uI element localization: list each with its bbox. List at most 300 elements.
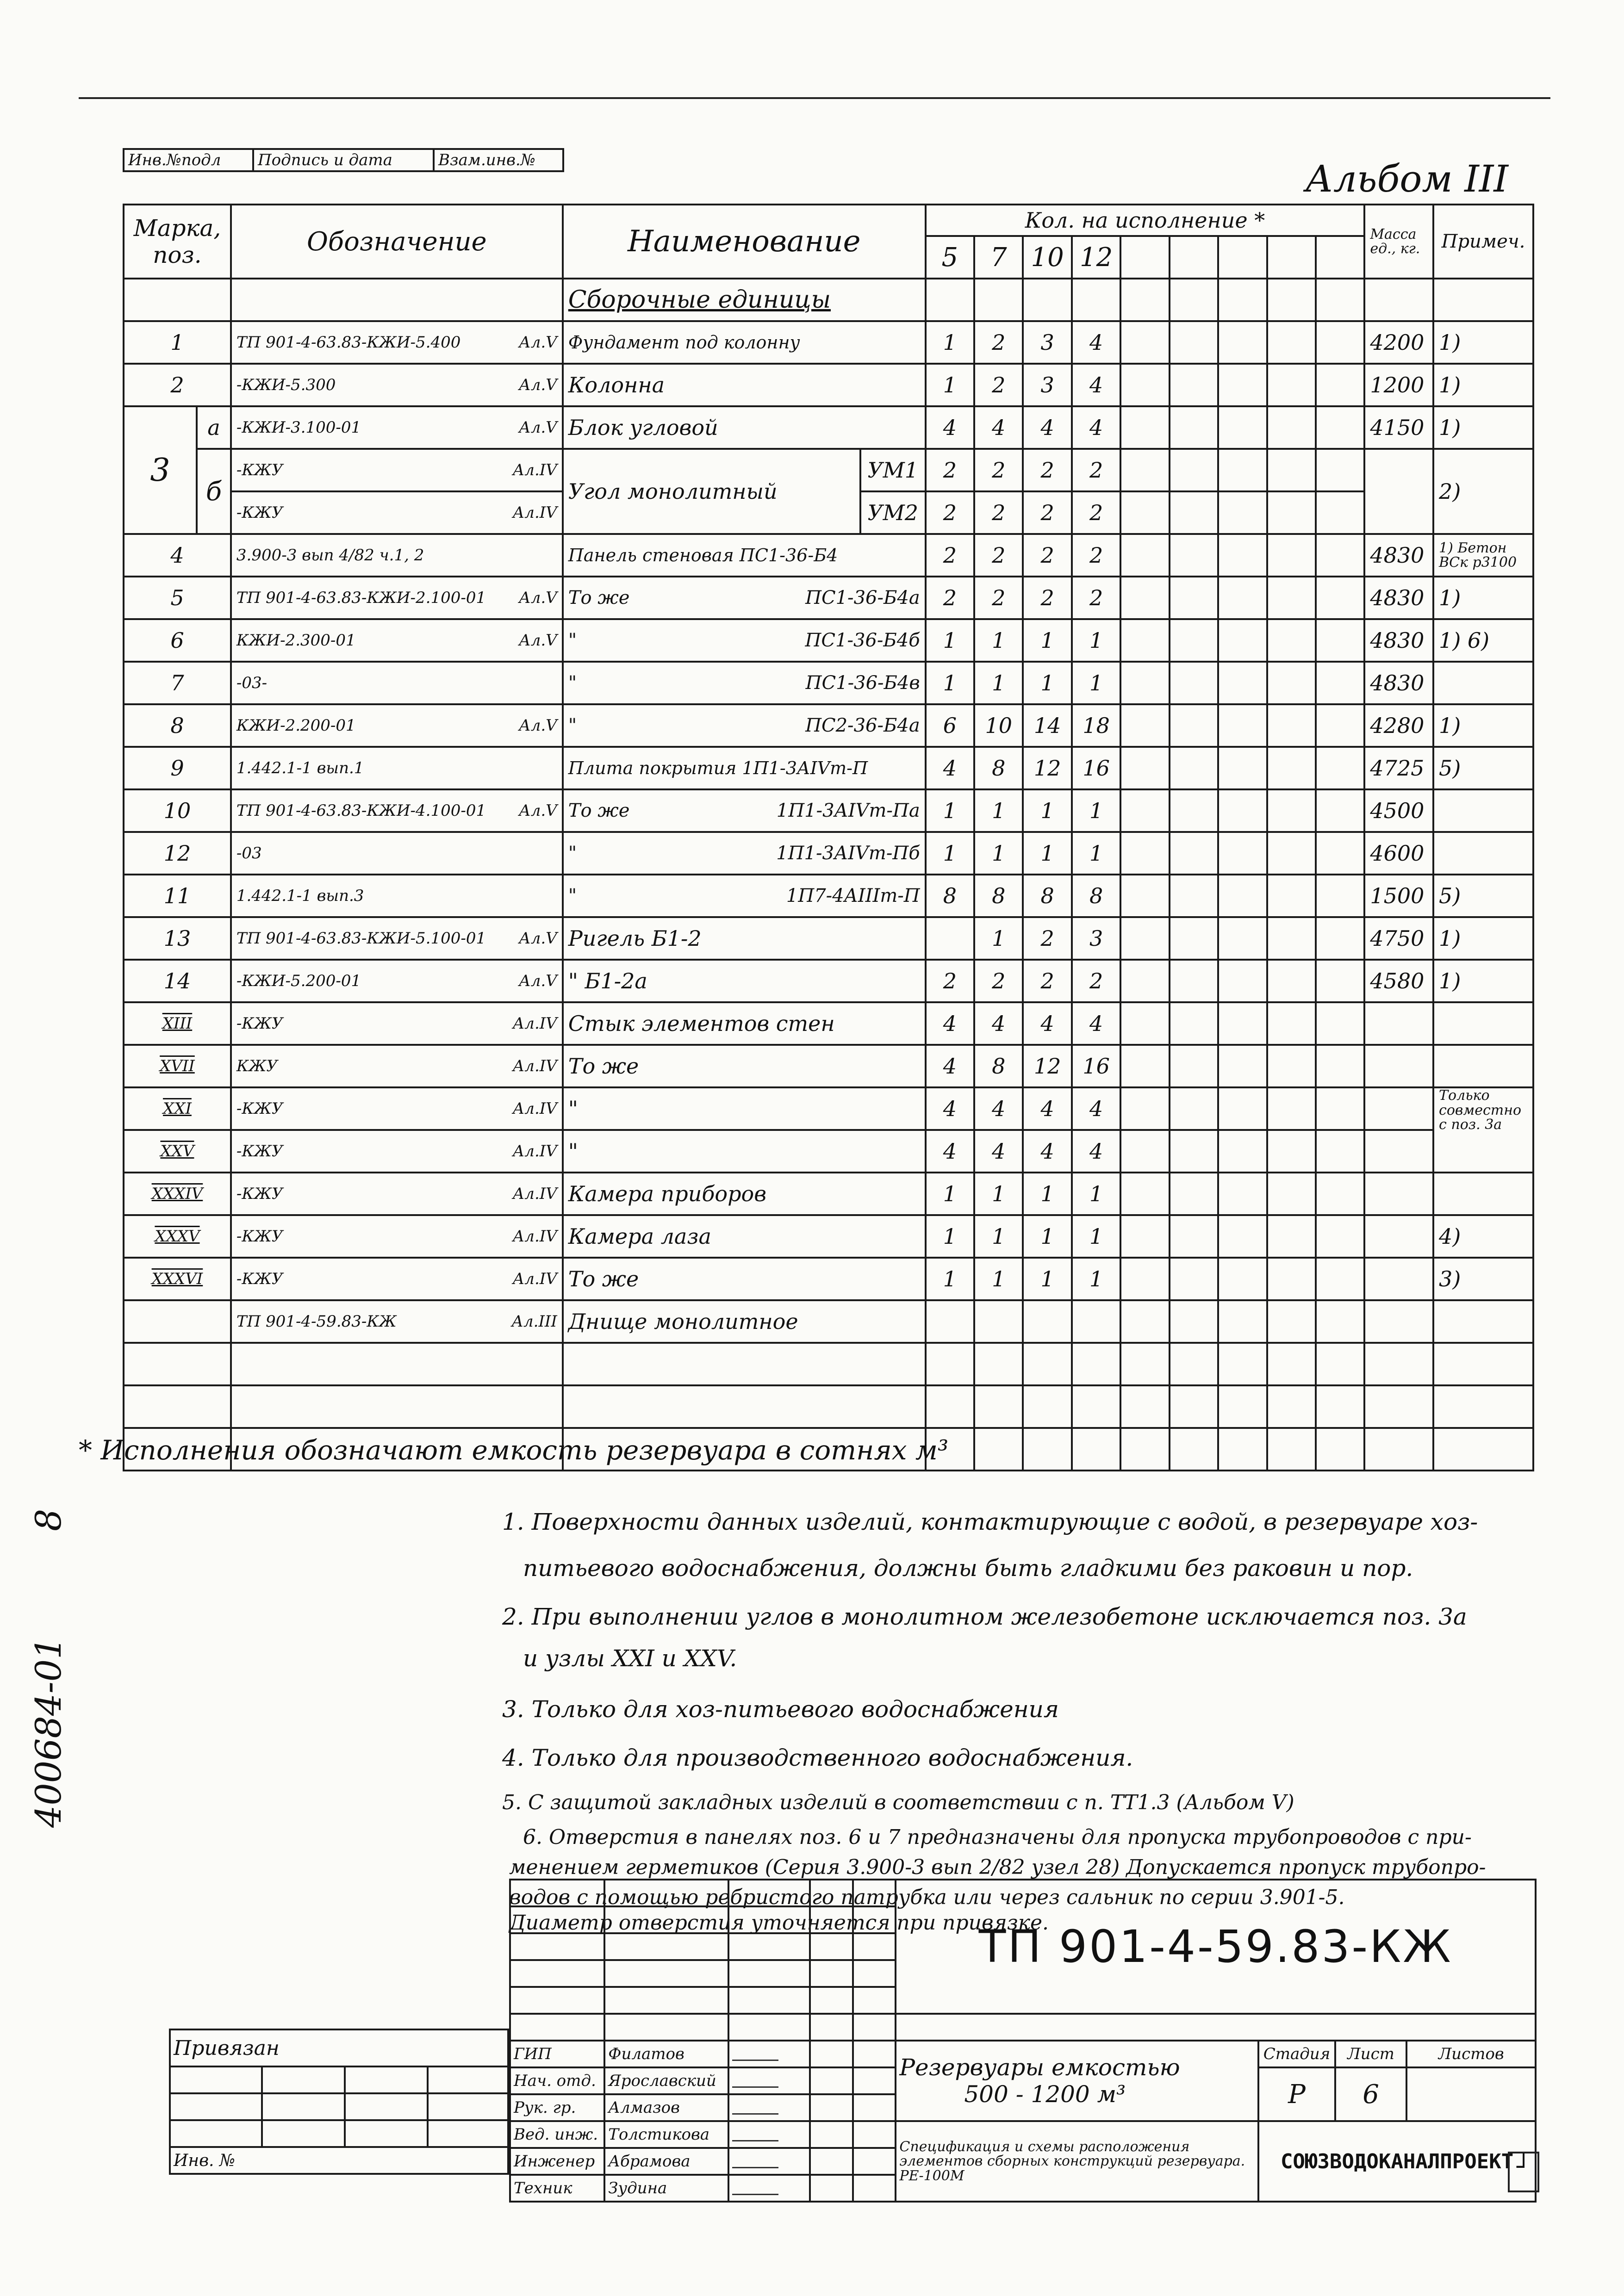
designation-text: ТП 901-4-63.83-КЖИ-5.400 bbox=[236, 333, 461, 352]
mass-cell bbox=[1364, 1300, 1433, 1343]
table-row bbox=[124, 1300, 1533, 1343]
note-cell bbox=[1433, 1300, 1533, 1343]
name-text: " bbox=[568, 630, 577, 651]
table-row bbox=[124, 1045, 1533, 1087]
designation-text: ТП 901-4-63.83-КЖИ-2.100-01 bbox=[236, 589, 486, 607]
sheets-label: Листов bbox=[1406, 2041, 1536, 2067]
empty-cell bbox=[1170, 619, 1218, 662]
empty-row bbox=[124, 1343, 1533, 1385]
album-ref: Ал.IV bbox=[512, 1227, 557, 1246]
qty-cell: 8 bbox=[974, 875, 1023, 917]
sheet-label: Лист bbox=[1335, 2041, 1407, 2067]
name-cell: Колонна bbox=[563, 364, 926, 406]
role-title: Рук. гр. bbox=[510, 2094, 604, 2121]
title-line-1: Резервуары емкостью bbox=[899, 2054, 1180, 2081]
album-ref: Ал.IV bbox=[512, 1185, 557, 1203]
qty-cell: 4 bbox=[926, 747, 974, 789]
designation-text: КЖУ bbox=[236, 1057, 278, 1075]
note-cell bbox=[1433, 1045, 1533, 1087]
designation-cell bbox=[231, 1130, 563, 1173]
mark-cell: 2 bbox=[124, 364, 231, 406]
empty-cell bbox=[1170, 1173, 1218, 1215]
designation-text: -КЖУ bbox=[236, 1142, 283, 1160]
organization: СОЮЗВОДОКАНАЛПРОЕКТ bbox=[1258, 2121, 1536, 2202]
designation-text: -КЖУ bbox=[236, 1185, 283, 1203]
mark-cell: 5 bbox=[124, 577, 231, 619]
empty-cell bbox=[1267, 1002, 1316, 1045]
album-ref: Ал.V bbox=[519, 589, 557, 607]
designation-cell bbox=[231, 449, 563, 491]
hdr-mass: Масса ед., кг. bbox=[1364, 205, 1433, 279]
mass-cell bbox=[1364, 1002, 1433, 1045]
name-cell: " bbox=[563, 1130, 926, 1173]
qty-cell: 12 bbox=[1023, 1045, 1071, 1087]
empty-cell bbox=[1170, 1300, 1218, 1343]
qty-cell: 1 bbox=[1023, 832, 1071, 875]
designation-cell bbox=[231, 789, 563, 832]
qty-cell: 1 bbox=[1023, 662, 1071, 704]
subname-text: ПС2-36-Б4а bbox=[805, 715, 920, 736]
name-cell bbox=[563, 789, 926, 832]
qty-cell: 2 bbox=[1023, 960, 1071, 1002]
name-cell: То же bbox=[563, 1258, 926, 1300]
designation-text: -КЖУ bbox=[236, 1014, 283, 1033]
qty-cell: 1 bbox=[974, 917, 1023, 960]
album-ref: Ал.IV bbox=[512, 503, 557, 522]
role-name: Ярославский bbox=[604, 2067, 728, 2094]
empty-cell bbox=[1120, 1002, 1169, 1045]
qty-cell: 1 bbox=[926, 1215, 974, 1258]
note-cell: 1) bbox=[1433, 364, 1533, 406]
note-cell: 2) bbox=[1433, 449, 1533, 534]
designation-text: 1.442.1-1 вып.1 bbox=[236, 759, 364, 777]
spec-table bbox=[123, 204, 1534, 1471]
empty-cell bbox=[1316, 1087, 1364, 1130]
empty-cell bbox=[1120, 875, 1169, 917]
note-cell bbox=[1433, 1173, 1533, 1215]
designation-cell bbox=[231, 1045, 563, 1087]
qty-cell: 16 bbox=[1072, 1045, 1120, 1087]
empty-cell bbox=[1316, 704, 1364, 747]
hdr-empty bbox=[1218, 236, 1267, 279]
table-row bbox=[124, 917, 1533, 960]
role-name: Филатов bbox=[604, 2041, 728, 2067]
name-cell bbox=[563, 662, 926, 704]
empty-cell bbox=[1218, 1258, 1267, 1300]
album-ref: Ал.V bbox=[519, 972, 557, 990]
qty-cell: 1 bbox=[974, 1173, 1023, 1215]
designation-text: -03- bbox=[236, 674, 268, 692]
designation-cell bbox=[231, 917, 563, 960]
mark-cell: 7 bbox=[124, 662, 231, 704]
name-cell bbox=[563, 619, 926, 662]
album-ref: Ал.IV bbox=[512, 1099, 557, 1118]
signature-mark bbox=[732, 2070, 778, 2088]
qty-cell: 6 bbox=[926, 704, 974, 747]
mark-cell: 3 bbox=[124, 406, 197, 534]
album-ref: Ал.V bbox=[519, 801, 557, 820]
table-row bbox=[124, 321, 1533, 364]
album-ref: Ал.IV bbox=[512, 461, 557, 479]
mass-cell: 4725 bbox=[1364, 747, 1433, 789]
table-row bbox=[124, 619, 1533, 662]
empty-cell bbox=[1170, 449, 1218, 491]
empty-cell bbox=[1120, 491, 1169, 534]
hdr-empty bbox=[1316, 236, 1364, 279]
mass-cell bbox=[1364, 1173, 1433, 1215]
table-row bbox=[124, 832, 1533, 875]
qty-cell: 4 bbox=[1072, 1002, 1120, 1045]
mass-cell: 4580 bbox=[1364, 960, 1433, 1002]
note-cell bbox=[1433, 1002, 1533, 1045]
empty-cell bbox=[1316, 449, 1364, 491]
corner-sign: Подпись и дата bbox=[253, 149, 434, 171]
designation-text: -КЖУ bbox=[236, 503, 283, 522]
mass-cell: 1200 bbox=[1364, 364, 1433, 406]
mark-cell: XXXV bbox=[124, 1215, 231, 1258]
table-row bbox=[124, 1258, 1533, 1300]
album-ref: Ал.IV bbox=[512, 1270, 557, 1288]
mark-cell: XIII bbox=[124, 1002, 231, 1045]
designation-cell bbox=[231, 1173, 563, 1215]
empty-cell bbox=[1316, 917, 1364, 960]
qty-cell: 16 bbox=[1072, 747, 1120, 789]
role-title: Инженер bbox=[510, 2148, 604, 2175]
role-title: Вед. инж. bbox=[510, 2121, 604, 2148]
note-line: 4. Только для производственного водоснабжения. bbox=[502, 1744, 1133, 1771]
mark-cell: 6 bbox=[124, 619, 231, 662]
name-cell: Панель стеновая ПС1-36-Б4 bbox=[563, 534, 926, 577]
qty-cell: 1 bbox=[1072, 619, 1120, 662]
signature bbox=[728, 2067, 809, 2094]
empty-cell bbox=[1120, 619, 1169, 662]
note-cell bbox=[1433, 832, 1533, 875]
cell bbox=[231, 279, 563, 321]
signature-mark bbox=[732, 2150, 778, 2168]
qty-cell: 1 bbox=[926, 832, 974, 875]
hdr-empty bbox=[1267, 236, 1316, 279]
table-row bbox=[124, 789, 1533, 832]
mass-cell bbox=[1364, 1087, 1433, 1130]
bound-label: Привязан bbox=[170, 2029, 508, 2066]
note-cell: 1) bbox=[1433, 917, 1533, 960]
name-cell: Днище монолитное bbox=[563, 1300, 926, 1343]
empty-cell bbox=[1170, 917, 1218, 960]
album-ref: Ал.V bbox=[519, 929, 557, 948]
empty-cell bbox=[1170, 577, 1218, 619]
qty-cell: 1 bbox=[974, 1258, 1023, 1300]
corner-stamp bbox=[123, 148, 564, 172]
hdr-name: Наименование bbox=[563, 205, 926, 279]
table-row bbox=[124, 704, 1533, 747]
note-cell: 5) bbox=[1433, 875, 1533, 917]
mark-cell: 14 bbox=[124, 960, 231, 1002]
empty-cell bbox=[1120, 1300, 1169, 1343]
empty-cell bbox=[1120, 789, 1169, 832]
table-row bbox=[124, 1087, 1533, 1130]
qty-cell: 8 bbox=[926, 875, 974, 917]
qty-cell: 4 bbox=[1023, 1130, 1071, 1173]
sub-cell: б bbox=[197, 449, 231, 534]
sheets-value bbox=[1406, 2067, 1536, 2121]
name-cell: Ригель Б1-2 bbox=[563, 917, 926, 960]
name-cell: То же bbox=[563, 1045, 926, 1087]
qty-cell: 4 bbox=[1072, 321, 1120, 364]
empty-cell bbox=[1316, 1300, 1364, 1343]
empty-cell bbox=[1120, 704, 1169, 747]
empty-cell bbox=[1170, 747, 1218, 789]
album-ref: Ал.V bbox=[519, 333, 557, 352]
table-row bbox=[124, 364, 1533, 406]
side-number bbox=[28, 1509, 69, 1828]
name-cell bbox=[563, 832, 926, 875]
empty-cell bbox=[1120, 577, 1169, 619]
name-text: " bbox=[568, 885, 577, 906]
qty-cell: 4 bbox=[974, 1130, 1023, 1173]
corner-inv: Инв.№подл bbox=[124, 149, 253, 171]
empty-cell bbox=[1267, 704, 1316, 747]
mark-cell: XXI bbox=[124, 1087, 231, 1130]
empty-cell bbox=[1120, 832, 1169, 875]
name-cell: Стык элементов стен bbox=[563, 1002, 926, 1045]
qty-cell: 10 bbox=[974, 704, 1023, 747]
empty-cell bbox=[1218, 1002, 1267, 1045]
signature bbox=[728, 2175, 809, 2202]
empty-cell bbox=[1316, 662, 1364, 704]
qty-cell: 2 bbox=[974, 449, 1023, 491]
mark-cell: 10 bbox=[124, 789, 231, 832]
qty-cell: 1 bbox=[926, 321, 974, 364]
mark-cell: XVII bbox=[124, 1045, 231, 1087]
qty-cell: 1 bbox=[1023, 619, 1071, 662]
empty-cell bbox=[1267, 1300, 1316, 1343]
empty-cell bbox=[1120, 406, 1169, 449]
empty-cell bbox=[1316, 619, 1364, 662]
empty-cell bbox=[1267, 875, 1316, 917]
side-number-text: 400684-01 bbox=[28, 1637, 69, 1828]
designation-cell bbox=[231, 1215, 563, 1258]
empty-cell bbox=[1120, 321, 1169, 364]
role-title: Нач. отд. bbox=[510, 2067, 604, 2094]
empty-cell bbox=[1316, 364, 1364, 406]
empty-cell bbox=[1170, 1045, 1218, 1087]
role-row bbox=[510, 2121, 1536, 2148]
table-row bbox=[124, 662, 1533, 704]
mass-cell: 4150 bbox=[1364, 406, 1433, 449]
empty-cell bbox=[1316, 491, 1364, 534]
title-cell bbox=[896, 2041, 1258, 2121]
inv-label: Инв. № bbox=[170, 2147, 508, 2174]
name-text: То же bbox=[568, 800, 630, 821]
name-cell: Плита покрытия 1П1-3АIVт-П bbox=[563, 747, 926, 789]
empty-cell bbox=[1218, 534, 1267, 577]
designation-text: КЖИ-2.300-01 bbox=[236, 631, 356, 650]
qty-cell: 1 bbox=[1072, 1258, 1120, 1300]
mass-cell: 4500 bbox=[1364, 789, 1433, 832]
empty-cell bbox=[1120, 662, 1169, 704]
role-title: ГИП bbox=[510, 2041, 604, 2067]
qty-cell: 2 bbox=[1023, 917, 1071, 960]
album-label: Альбом III bbox=[1305, 157, 1508, 200]
mass-cell: 4750 bbox=[1364, 917, 1433, 960]
empty-cell bbox=[1170, 491, 1218, 534]
qty-cell: 2 bbox=[1072, 960, 1120, 1002]
empty-cell bbox=[1218, 789, 1267, 832]
empty-cell bbox=[1218, 1045, 1267, 1087]
empty-cell bbox=[1316, 1173, 1364, 1215]
empty-cell bbox=[1170, 1258, 1218, 1300]
role-name: Толстикова bbox=[604, 2121, 728, 2148]
empty-cell bbox=[1316, 1215, 1364, 1258]
empty-cell bbox=[1267, 1215, 1316, 1258]
table-row bbox=[124, 449, 1533, 491]
hdr-variant-7: 7 bbox=[974, 236, 1023, 279]
designation-cell bbox=[231, 534, 563, 577]
empty-cell bbox=[1267, 364, 1316, 406]
qty-cell: 2 bbox=[1072, 534, 1120, 577]
designation-text: -КЖУ bbox=[236, 1270, 283, 1288]
note-line: и узлы XXI и XXV. bbox=[523, 1645, 737, 1672]
qty-cell: 1 bbox=[1072, 789, 1120, 832]
designation-cell bbox=[231, 960, 563, 1002]
signature bbox=[728, 2094, 809, 2121]
empty-cell bbox=[1170, 406, 1218, 449]
empty-cell bbox=[1316, 1002, 1364, 1045]
qty-cell bbox=[974, 1300, 1023, 1343]
subname-cell: УМ2 bbox=[860, 491, 926, 534]
name-cell: Камера приборов bbox=[563, 1173, 926, 1215]
name-cell: Блок угловой bbox=[563, 406, 926, 449]
designation-text: -КЖУ bbox=[236, 461, 283, 479]
qty-cell: 4 bbox=[1023, 1002, 1071, 1045]
empty-cell bbox=[1218, 747, 1267, 789]
role-row bbox=[510, 2041, 1536, 2067]
album-ref: Ал.V bbox=[519, 418, 557, 437]
album-ref: Ал.V bbox=[519, 376, 557, 394]
empty-cell bbox=[1120, 1087, 1169, 1130]
qty-cell bbox=[926, 917, 974, 960]
empty-cell bbox=[1218, 917, 1267, 960]
empty-cell bbox=[1170, 789, 1218, 832]
empty-cell bbox=[1267, 960, 1316, 1002]
qty-cell: 1 bbox=[1072, 662, 1120, 704]
qty-cell: 12 bbox=[1023, 747, 1071, 789]
mark-cell bbox=[124, 1300, 231, 1343]
note-cell: 1) Бетон ВСк р3100 bbox=[1433, 534, 1533, 577]
empty-cell bbox=[1316, 960, 1364, 1002]
empty-cell bbox=[1267, 1173, 1316, 1215]
empty-cell bbox=[1120, 917, 1169, 960]
empty-cell bbox=[1218, 704, 1267, 747]
album-ref: Ал.V bbox=[519, 631, 557, 650]
designation-text: 3.900-3 вып 4/82 ч.1, 2 bbox=[236, 546, 424, 565]
qty-cell: 1 bbox=[974, 1215, 1023, 1258]
empty-cell bbox=[1267, 662, 1316, 704]
empty-cell bbox=[1267, 917, 1316, 960]
designation-cell bbox=[231, 1300, 563, 1343]
album-ref: Ал.IV bbox=[512, 1142, 557, 1160]
note-line: 6. Отверстия в панелях поз. 6 и 7 предназначены для пропуска трубопроводов с при- bbox=[523, 1825, 1472, 1849]
qty-cell: 1 bbox=[1072, 1215, 1120, 1258]
mass-cell: 4830 bbox=[1364, 534, 1433, 577]
signature bbox=[728, 2148, 809, 2175]
designation-cell bbox=[231, 619, 563, 662]
note-cell: 1) bbox=[1433, 406, 1533, 449]
role-name: Зудина bbox=[604, 2175, 728, 2202]
qty-cell: 2 bbox=[1072, 577, 1120, 619]
mass-cell bbox=[1364, 1258, 1433, 1300]
qty-cell: 4 bbox=[926, 1087, 974, 1130]
qty-cell: 14 bbox=[1023, 704, 1071, 747]
designation-cell bbox=[231, 364, 563, 406]
empty-cell bbox=[1267, 1130, 1316, 1173]
name-cell bbox=[563, 704, 926, 747]
qty-cell: 4 bbox=[1023, 406, 1071, 449]
empty-cell bbox=[1218, 960, 1267, 1002]
designation-cell bbox=[231, 1258, 563, 1300]
designation-text: -КЖУ bbox=[236, 1099, 283, 1118]
qty-cell: 2 bbox=[926, 960, 974, 1002]
qty-cell: 1 bbox=[926, 1173, 974, 1215]
qty-cell: 1 bbox=[926, 789, 974, 832]
qty-cell: 2 bbox=[1023, 449, 1071, 491]
hdr-empty bbox=[1170, 236, 1218, 279]
empty-cell bbox=[1120, 1173, 1169, 1215]
note-line: питьевого водоснабжения, должны быть гладкими без раковин и пор. bbox=[523, 1555, 1413, 1582]
designation-cell bbox=[231, 1002, 563, 1045]
qty-cell: 1 bbox=[1023, 1258, 1071, 1300]
empty-cell bbox=[1316, 747, 1364, 789]
name-cell bbox=[563, 577, 926, 619]
empty-cell bbox=[1267, 321, 1316, 364]
empty-cell bbox=[1267, 619, 1316, 662]
qty-cell: 4 bbox=[926, 406, 974, 449]
empty-cell bbox=[1170, 1130, 1218, 1173]
qty-cell: 1 bbox=[1023, 1173, 1071, 1215]
mark-cell: XXV bbox=[124, 1130, 231, 1173]
subname-text: 1П1-3АIVт-Пб bbox=[776, 843, 920, 864]
qty-cell: 4 bbox=[974, 1087, 1023, 1130]
table-row bbox=[124, 875, 1533, 917]
empty-cell bbox=[1218, 577, 1267, 619]
qty-cell: 3 bbox=[1023, 321, 1071, 364]
subname-text: ПС1-36-Б4в bbox=[805, 672, 920, 694]
section-title: Сборочные единицы bbox=[563, 279, 926, 321]
qty-cell: 2 bbox=[1023, 577, 1071, 619]
qty-cell: 2 bbox=[974, 577, 1023, 619]
empty-cell bbox=[1267, 534, 1316, 577]
empty-cell bbox=[1120, 364, 1169, 406]
empty-cell bbox=[1120, 1130, 1169, 1173]
stage-label: Стадия bbox=[1258, 2041, 1335, 2067]
empty-cell bbox=[1316, 1045, 1364, 1087]
note-cell: 3) bbox=[1433, 1258, 1533, 1300]
qty-cell: 2 bbox=[974, 321, 1023, 364]
mass-cell: 1500 bbox=[1364, 875, 1433, 917]
qty-cell bbox=[1072, 1300, 1120, 1343]
qty-cell bbox=[1023, 1300, 1071, 1343]
designation-text: 1.442.1-1 вып.3 bbox=[236, 887, 364, 905]
qty-cell: 1 bbox=[926, 1258, 974, 1300]
designation-text: ТП 901-4-63.83-КЖИ-4.100-01 bbox=[236, 801, 486, 820]
empty-cell bbox=[1267, 789, 1316, 832]
qty-cell: 8 bbox=[1072, 875, 1120, 917]
table-row bbox=[124, 1130, 1533, 1173]
note-cell: 4) bbox=[1433, 1215, 1533, 1258]
qty-cell: 4 bbox=[974, 406, 1023, 449]
hdr-designation: Обозначение bbox=[231, 205, 563, 279]
mark-cell: XXXIV bbox=[124, 1173, 231, 1215]
